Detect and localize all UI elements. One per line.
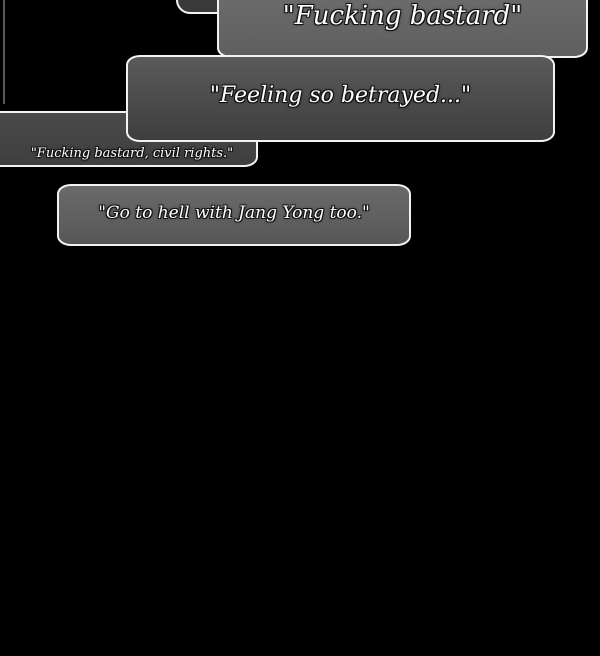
- speech-bubble-feeling-betrayed: [126, 55, 555, 142]
- panel-edge-line: [3, 0, 5, 104]
- speech-bubble-text: "Go to hell with Jang Yong too.": [98, 203, 370, 223]
- speech-bubble-fucking-bastard: [217, 0, 588, 58]
- speech-bubble-go-to-hell: [57, 184, 411, 246]
- speech-bubble-text: "Feeling so betrayed...": [209, 83, 472, 108]
- speech-bubble-text: "Fucking bastard": [282, 1, 523, 31]
- speech-bubble-text: "Fucking bastard, civil rights.": [30, 146, 234, 161]
